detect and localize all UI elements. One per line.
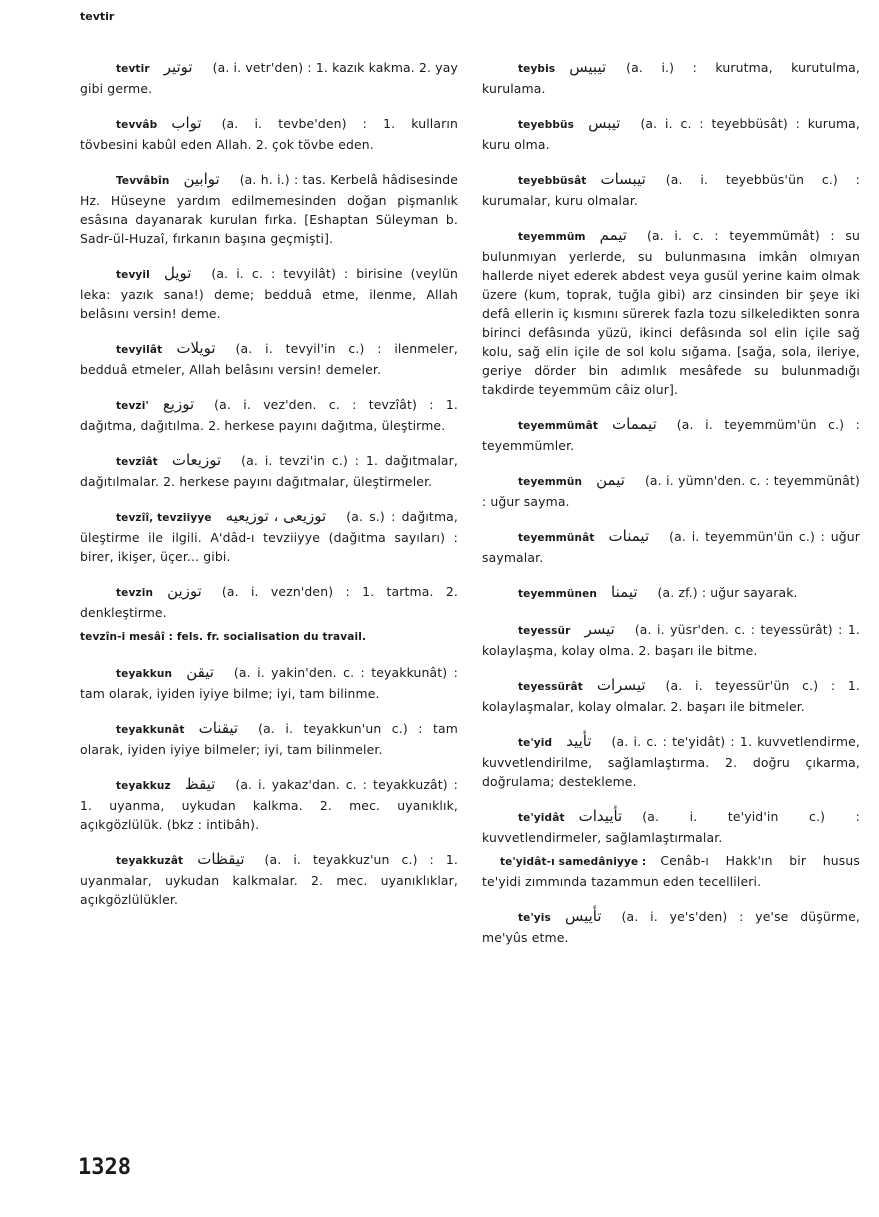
entry-headword: tevzîât — [116, 456, 158, 468]
entry-headword: tevyilât — [116, 344, 163, 356]
entry-definition: (a. i. c. : teyebbüsât) : kuruma, kuru olma. — [482, 116, 860, 152]
entry-definition: (a. i. tevyil'in c.) : ilenmeler, bedduâ etmeler, Allah belâsını versin! demeler. — [80, 341, 458, 377]
entry-headword: teyebbüsât — [518, 175, 587, 187]
entry-arabic-script: تيقظ — [184, 775, 216, 793]
entry-arabic-script: تيممات — [612, 415, 657, 433]
entry-definition: Cenâb-ı Hakk'ın bir husus te'yidi zımmında tazammun eden tecellileri. — [482, 853, 860, 889]
dictionary-entry — [80, 582, 458, 622]
entry-headword: tevyil — [116, 269, 150, 281]
entry-arabic-script: تيبيس — [569, 58, 607, 76]
entry-arabic-script: تيقن — [186, 663, 214, 681]
entry-definition: (a. i. c. : tevyilât) : birisine (veylün leka: yazık sana!) deme; bedduâ etme, ilenme, Allah belâsını versin! deme. — [80, 266, 458, 321]
entry-definition: (a. i. teyebbüs'ün c.) : kurumalar, kuru olmalar. — [482, 172, 860, 208]
dictionary-entry — [80, 775, 458, 834]
entry-arabic-script: توتير — [163, 58, 193, 76]
entry-headword: tevzi' — [116, 400, 149, 412]
dictionary-entry — [482, 114, 860, 154]
dictionary-entry — [80, 58, 458, 98]
entry-headword: tevtir — [116, 63, 150, 75]
entry-headword: teyessür — [518, 625, 571, 637]
dictionary-entry — [482, 226, 860, 399]
dictionary-entry — [80, 663, 458, 703]
dictionary-entry — [80, 451, 458, 491]
dictionary-entry — [482, 907, 860, 947]
page-number: 1328 — [78, 1155, 131, 1180]
entry-arabic-script: تيبس — [588, 114, 621, 132]
entry-arabic-script: تأييس — [564, 907, 602, 925]
entry-arabic-script: توزين — [167, 582, 202, 600]
entry-arabic-script: تيسرات — [596, 676, 646, 694]
entry-definition: (a. i. tevzi'in c.) : 1. dağıtmalar, dağıtılmalar. 2. herkese payını dağıtmalar, üleştirmeler. — [80, 453, 458, 489]
dictionary-entry — [482, 851, 860, 891]
entry-definition: (a. i. yümn'den. c. : teyemmünât) : uğur sayma. — [482, 473, 860, 509]
entry-definition: (a. i. teyemmüm'ün c.) : teyemmümler. — [482, 417, 860, 453]
entry-headword: teyemmünen — [518, 588, 598, 600]
dictionary-entry — [482, 415, 860, 455]
entry-arabic-script: تويلات — [176, 339, 216, 357]
entry-headword: teyemmünât — [518, 532, 595, 544]
entry-headword: te'yidât-ı samedâniyye : — [500, 856, 647, 868]
entry-arabic-script: تيمم — [599, 226, 627, 244]
entry-headword: tevzin — [116, 587, 154, 599]
dictionary-entry — [482, 807, 860, 847]
entry-headword: teyemmüm — [518, 231, 586, 243]
dictionary-entry — [80, 339, 458, 379]
entry-arabic-script: توزيع — [162, 395, 195, 413]
dictionary-entry — [80, 395, 458, 435]
entry-headword: teyemmümât — [518, 420, 599, 432]
entry-definition: (a. i. tevbe'den) : 1. kulların tövbesini kabûl eden Allah. 2. çok tövbe eden. — [80, 116, 458, 152]
dictionary-entry — [80, 626, 458, 647]
entry-headword: Tevvâbîn — [116, 175, 170, 187]
entry-arabic-script: تواب — [171, 114, 202, 132]
entry-definition: (a. i. c. : teyemmümât) : su bulunmıyan yerlerde, su bulunmasına imkân olmıyan hallerde niyet ederek abdest veya gusül yerine kaim olmak üzere (kum, toprak, tuğla gibi) arz cinsinden bir şeye iki defâ ellerin iç kısmını sürerek fazla tozu silkeledikten sonra birinci defâsında yüzü, ikinci defâsında sol elin içile sağ kolu, sağ elin içile de sol kolu sığama. [sağa, sola, ileriye, geriye dörder bin adımlık mesâfede su bulunmadığı takdirde teyemmüm câiz olur]. — [482, 228, 860, 397]
entry-arabic-script: تيقنات — [198, 719, 239, 737]
entry-definition: (a. i. vezn'den) : 1. tartma. 2. denkleştirme. — [80, 584, 458, 620]
running-head: tevtir — [80, 10, 115, 23]
entry-arabic-script: توابين — [183, 170, 220, 188]
entry-headword: tevzîî, tevziiyye — [116, 512, 212, 524]
dictionary-entry — [80, 507, 458, 566]
entry-headword: te'yid — [518, 737, 553, 749]
entry-definition: (a. i. teyessür'ün c.) : 1. kolaylaşmalar, kolay olmalar. 2. başarı ile bitmeler. — [482, 678, 860, 714]
entry-headword: teyessürât — [518, 681, 583, 693]
entry-definition: (a. i. teyakkun'un c.) : tam olarak, iyiden iyiye bilmeler; iyi, tam bilinmeler. — [80, 721, 458, 757]
entry-arabic-script: تأييد — [566, 732, 592, 750]
dictionary-entry — [80, 850, 458, 909]
entry-definition: (a. i. ye's'den) : ye'se düşürme, me'yûs etme. — [482, 909, 860, 945]
entry-definition: (a. i. vez'den. c. : tevzîât) : 1. dağıtma, dağıtılma. 2. herkese payını dağıtma, üleştirme. — [80, 397, 458, 433]
entry-definition: (a. i. teyemmün'ün c.) : uğur saymalar. — [482, 529, 860, 565]
dictionary-entry — [482, 676, 860, 716]
dictionary-entry — [482, 58, 860, 98]
entry-arabic-script: تيقظات — [197, 850, 245, 868]
entry-headword: te'yis — [518, 912, 551, 924]
entry-arabic-script: تيمن — [596, 471, 625, 489]
dictionary-entry — [80, 719, 458, 759]
entry-definition: (a. i. teyakkuz'un c.) : 1. uyanmalar, uykudan kalkmalar. 2. mec. uyanıklıklar, açıkgözlülükler. — [80, 852, 458, 907]
entry-definition: (a. i. yakin'den. c. : teyakkunât) : tam olarak, iyiden iyiye bilme; iyi, tam bilinme. — [80, 665, 458, 701]
dictionary-entry — [482, 732, 860, 791]
entry-arabic-script: تيمنا — [611, 583, 638, 601]
entry-headword: teybis — [518, 63, 556, 75]
right-column — [482, 58, 860, 963]
entry-definition: (a. i. c. : te'yidât) : 1. kuvvetlendirme, kuvvetlendirilme, sağlamlaştırma. 2. doğru çıkarma, doğrulama; destekleme. — [482, 734, 860, 789]
dictionary-entry — [80, 264, 458, 323]
entry-arabic-script: توزيعات — [171, 451, 222, 469]
entry-arabic-script: تويل — [163, 264, 192, 282]
dictionary-entry — [482, 471, 860, 511]
entry-definition: (a. i. yüsr'den. c. : teyessürât) : 1. kolaylaşma, kolay olma. 2. başarı ile bitme. — [482, 622, 860, 658]
dictionary-entry — [482, 170, 860, 210]
entry-headword: tevvâb — [116, 119, 158, 131]
entry-headword: teyemmün — [518, 476, 583, 488]
dictionary-entry — [80, 114, 458, 154]
entry-definition: (a. i.) : kurutma, kurutulma, kurulama. — [482, 60, 860, 96]
left-column — [80, 58, 458, 925]
entry-definition: (a. zf.) : uğur sayarak. — [657, 585, 798, 600]
entry-headword: teyakkuzât — [116, 855, 184, 867]
entry-headword: teyebbüs — [518, 119, 575, 131]
entry-arabic-script: تأييدات — [578, 807, 623, 825]
dictionary-entry — [482, 620, 860, 660]
entry-definition: (a. s.) : dağıtma, üleştirme ile ilgili. A'dâd-ı tevziiyye (dağıtma sayıları) : birer, ikişer, üçer... gibi. — [80, 509, 458, 564]
entry-arabic-script: تيمنات — [608, 527, 650, 545]
entry-arabic-script: تيبسات — [600, 170, 646, 188]
entry-definition: (a. i. te'yid'in c.) : kuvvetlendirmeler, sağlamlaştırmalar. — [482, 809, 860, 845]
entry-arabic-script: تيسر — [584, 620, 615, 638]
dictionary-entry — [482, 527, 860, 567]
entry-headword: tevzîn-i mesâî : fels. fr. socialisation du travail. — [80, 631, 367, 643]
entry-headword: teyakkuz — [116, 780, 171, 792]
entry-definition: (a. h. i.) : tas. Kerbelâ hâdisesinde Hz. Hüseyne yardım edilmemesinden doğan pişmanlık esâsına dayanarak kurulan fırka. [Eshaptan Süleyman b. Sadr-ül-Huzaî, fırkanın başına geçmişti]. — [80, 172, 458, 246]
dictionary-entry — [80, 170, 458, 248]
entry-headword: teyakkun — [116, 668, 173, 680]
dictionary-entry — [482, 583, 860, 604]
entry-headword: te'yidât — [518, 812, 565, 824]
entry-arabic-script: توزيعى ، توزيعيه — [225, 507, 327, 525]
entry-definition: (a. i. yakaz'dan. c. : teyakkuzât) : 1. uyanma, uykudan kalkma. 2. mec. uyanıklık, açıkgözlülük. (bkz : intibâh). — [80, 777, 458, 832]
entry-headword: teyakkunât — [116, 724, 185, 736]
entry-definition: (a. i. vetr'den) : 1. kazık kakma. 2. yay gibi germe. — [80, 60, 458, 96]
